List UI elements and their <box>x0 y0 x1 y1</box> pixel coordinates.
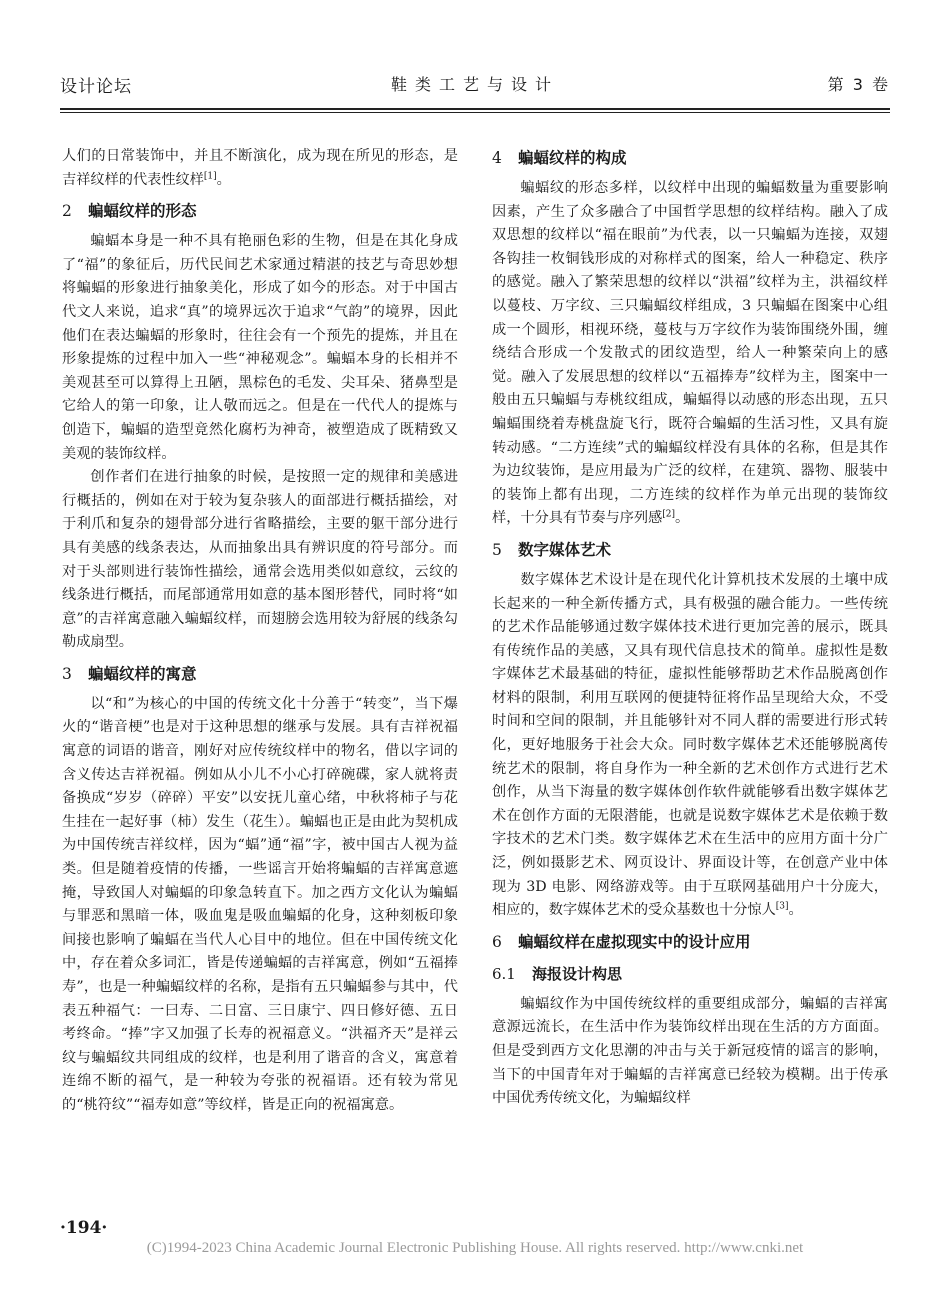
header-rule-thin <box>60 112 890 113</box>
paragraph: 创作者们在进行抽象的时候，是按照一定的规律和美感进行概括的，例如在对于较为复杂骇人的面部进行概括描绘，对于利爪和复杂的翅骨部分进行省略描绘，主要的躯干部分进行具有美感的线条表达，从而抽象出具有辨识度的符号部分。而对于头部则进行装饰性描绘，通常会选用类似如意纹，云纹的线条进行概括，而尾部通常用如意的基本图形替代，同时将“如意”的吉祥寓意融入蝙蝠纹样，而翅膀会选用较为舒展的线条勾勒成扇型。 <box>62 469 458 651</box>
left-column <box>62 145 458 1118</box>
header-volume: 第 3 卷 <box>827 75 890 94</box>
right-column <box>492 145 888 1111</box>
running-header <box>60 62 890 102</box>
paragraph: 人们的日常装饰中，并且不断演化，成为现在所见的形态，是吉祥纹样的代表性纹样[1]。 <box>62 148 458 188</box>
page-number: ·194· <box>60 1218 108 1238</box>
header-section-label: 设计论坛 <box>60 77 132 97</box>
paragraph: 蝙蝠本身是一种不具有艳丽色彩的生物，但是在其化身成了“福”的象征后，历代民间艺术家通过精湛的技艺与奇思妙想将蝙蝠的形象进行抽象美化，形成了如今的形态。对于中国古代文人来说，追求“真”的境界远次于追求“气韵”的境界，因此他们在表达蝙蝠的形象时，往往会有一个预先的提炼，并且在形象提炼的过程中加入一些“神秘观念”。蝙蝠本身的长相并不美观甚至可以算得上丑陋，黑棕色的毛发、尖耳朵、猪鼻型是它给人的第一印象，让人敬而远之。但是在一代代人的提炼与创造下，蝙蝠的造型竟然化腐朽为神奇，被塑造成了既精致又美观的装饰纹样。 <box>62 233 458 462</box>
paragraph: 蝙蝠纹作为中国传统纹样的重要组成部分，蝙蝠的吉祥寓意源远流长，在生活中作为装饰纹样出现在生活的方方面面。但是受到西方文化思潮的冲击与关于新冠疫情的谣言的影响，当下的中国青年对于蝙蝠的吉祥寓意已经较为模糊。出于传承中国优秀传统文化，为蝙蝠纹样 <box>492 995 888 1107</box>
section-heading-4: 4 蝙蝠纹样的构成 <box>492 149 627 167</box>
section-heading-3: 3 蝙蝠纹样的寓意 <box>62 664 197 683</box>
subsection-heading-6-1: 6.1 海报设计构思 <box>492 964 623 983</box>
citation-ref[interactable]: [2] <box>662 509 676 520</box>
copyright-watermark: (C)1994-2023 China Academic Journal Electronic Publishing House. All rights reserved. http://www.cnki.net <box>146 1240 804 1256</box>
section-heading-6: 6 蝙蝠纹样在虚拟现实中的设计应用 <box>492 932 751 951</box>
header-rule-thick <box>60 108 890 110</box>
citation-ref[interactable]: [1] <box>203 170 217 181</box>
citation-ref[interactable]: [3] <box>775 901 789 912</box>
paragraph: 以“和”为核心的中国的传统文化十分善于“转变”，当下爆火的“谐音梗”也是对于这种思想的继承与发展。具有吉祥祝福寓意的词语的谐音，刚好对应传统纹样中的物名，借以字词的含义传达吉祥祝福。例如从小儿不小心打碎碗碟，家人就将责备换成“岁岁（碎碎）平安”以安抚儿童心绪，中秋将柿子与花生挂在一起好事（柿）发生（花生）。蝙蝠也正是由此为契机成为中国传统吉祥纹样，因为“蝠”通“福”字，被中国古人视为益类。但是随着疫情的传播，一些谣言开始将蝙蝠的吉祥寓意遮掩，导致国人对蝙蝠的印象急转直下。加之西方文化认为蝙蝠与罪恶和黑暗一体，吸血鬼是吸血蝙蝠的化身，这种刻板印象间接也影响了蝙蝠在当代人心目中的地位。但在中国传统文化中，存在着众多词汇，皆是传递蝙蝠的吉祥寓意，例如“五福捧寿”，也是一种蝙蝠纹样的名称，是指有五只蝙蝠参与其中，代表五种福气：一曰寿、二日富、三日康宁、四日修好德、五日考终命。“捧”字又加强了长寿的祝福意义。“洪福齐天”是祥云纹与蝙蝠纹共同组成的纹样，也是利用了谐音的含义，寓意着连绵不断的福气，是一种较为夸张的祝福语。还有较为常见的“桃符纹”“福寿如意”等纹样，皆是正向的祝福寓意。 <box>62 695 458 1113</box>
section-heading-5: 5 数字媒体艺术 <box>492 540 612 559</box>
paragraph: 蝙蝠纹的形态多样，以纹样中出现的蝙蝠数量为重要影响因素，产生了众多融合了中国哲学思想的纹样结构。融入了成双思想的纹样以“福在眼前”为代表，以一只蝙蝠为连接，双翅各钩挂一枚铜钱形成的对称样式的图案，给人一种稳定、秩序的感觉。融入了繁荣思想的纹样以“洪福”纹样为主，洪福纹样以蔓枝、万字纹、三只蝙蝠纹样组成，3 只蝙蝠在图案中心组成一个圆形，相视环绕，蔓枝与万字纹作为装饰围绕外围，缠绕结合形成一个发散式的团纹造型，给人一种繁荣向上的感觉。融入了发展思想的纹样以“五福捧寿”纹样为主，图案中一般由五只蝙蝠与寿桃纹组成，蝙蝠得以动感的形态出现，五只蝙蝠围绕着寿桃盘旋飞行，既符合蝙蝠的生活习性，又具有旋转动感。“二方连续”式的蝙蝠纹样没有具体的名称，但是其作为边纹装饰，是应用最为广泛的纹样，在建筑、器物、服装中的装饰上都有出现，二方连续的纹样作为单元出现的装饰纹样，十分具有节奏与序列感[2]。 <box>492 180 888 527</box>
paragraph: 数字媒体艺术设计是在现代化计算机技术发展的土壤中成长起来的一种全新传播方式，具有极强的融合能力。一些传统的艺术作品能够通过数字媒体技术进行更加完善的展示，既具有传统作品的美感，又具有现代信息技术的简单。虚拟性是数字媒体艺术最基础的特征，虚拟性能够帮助艺术作品脱离创作材料的限制，利用互联网的便捷特征将作品呈现给大众，不受时间和空间的限制，并且能够针对不同人群的需要进行形式转化，更好地服务于社会大众。同时数字媒体艺术还能够脱离传统艺术的限制，将自身作为一种全新的艺术创作方式进行艺术创作，从当下海量的数字媒体创作软件就能够看出数字媒体艺术在创作方面的无限潜能，也就是说数字媒体艺术是依赖于数字技术的艺术门类。数字媒体艺术在生活中的应用方面十分广泛，例如摄影艺术、网页设计、界面设计等，在创意产业中体现为 3D 电影、网络游戏等。由于互联网基础用户十分庞大，相应的，数字媒体艺术的受众基数也十分惊人[3]。 <box>492 571 888 919</box>
section-heading-2: 2 蝙蝠纹样的形态 <box>62 202 197 221</box>
header-journal-title: 鞋类工艺与设计 <box>390 75 559 94</box>
